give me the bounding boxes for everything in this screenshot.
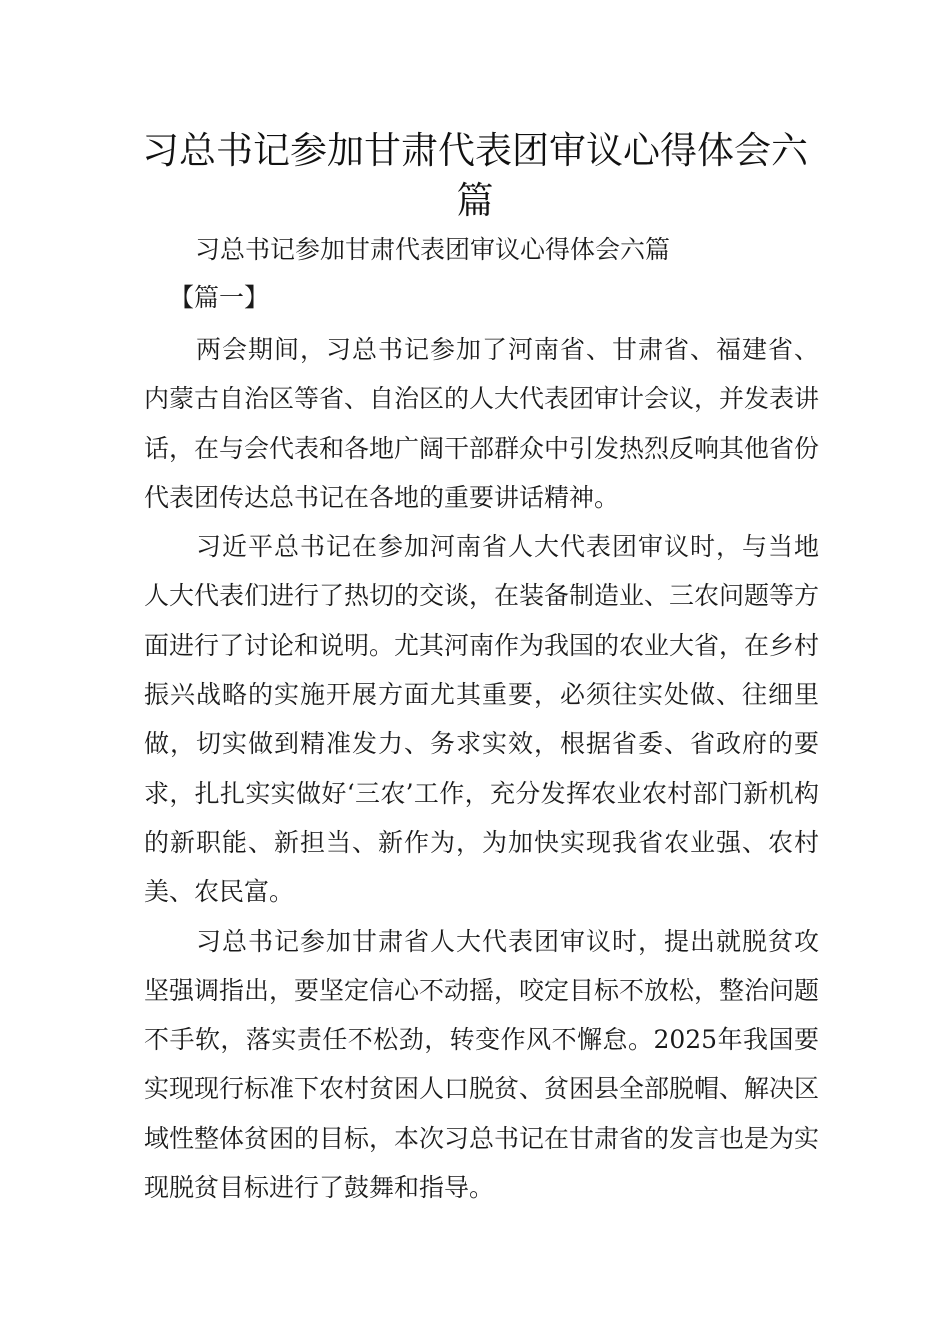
document-subtitle: 习总书记参加甘肃代表团审议心得体会六篇 — [195, 235, 671, 264]
document-title: 习总书记参加甘肃代表团审议心得体会六篇 — [142, 129, 808, 222]
paragraph-3: 习总书记参加甘肃省人大代表团审议时，提出就脱贫攻坚强调指出，要坚定信心不动摇，咬定目标不放松，整治问题不手软，落实责任不松劲，转变作风不懈怠。2025年我国要实现现行标准下农村贫困人口脱贫、贫困县全部脱帽、解决区域性整体贫困的目标，本次习总书记在甘肃省的发言也是为实现脱贫目标进行了鼓舞和指导。 — [144, 926, 820, 1203]
body-paragraphs — [144, 325, 819, 1212]
paragraph-1: 两会期间，习总书记参加了河南省、甘肃省、福建省、内蒙古自治区等省、自治区的人大代表团审计会议，并发表讲话，在与会代表和各地广阔干部群众中引发热烈反响其他省份代表团传达总书记在各地的重要讲话精神。 — [144, 335, 820, 512]
paragraph-2: 习近平总书记在参加河南省人大代表团审议时，与当地人大代表们进行了热切的交谈，在装备制造业、三农问题等方面进行了讨论和说明。尤其河南作为我国的农业大省，在乡村振兴战略的实施开展方面尤其重要，必须往实处做、往细里做，切实做到精准发力、务求实效，根据省委、省政府的要求，扎扎实实做好‘三农’工作，充分发挥农业农村部门新机构的新职能、新担当、新作为，为加快实现我省农业强、农村美、农民富。 — [144, 532, 820, 907]
section-label: 【篇一】 — [169, 283, 270, 312]
